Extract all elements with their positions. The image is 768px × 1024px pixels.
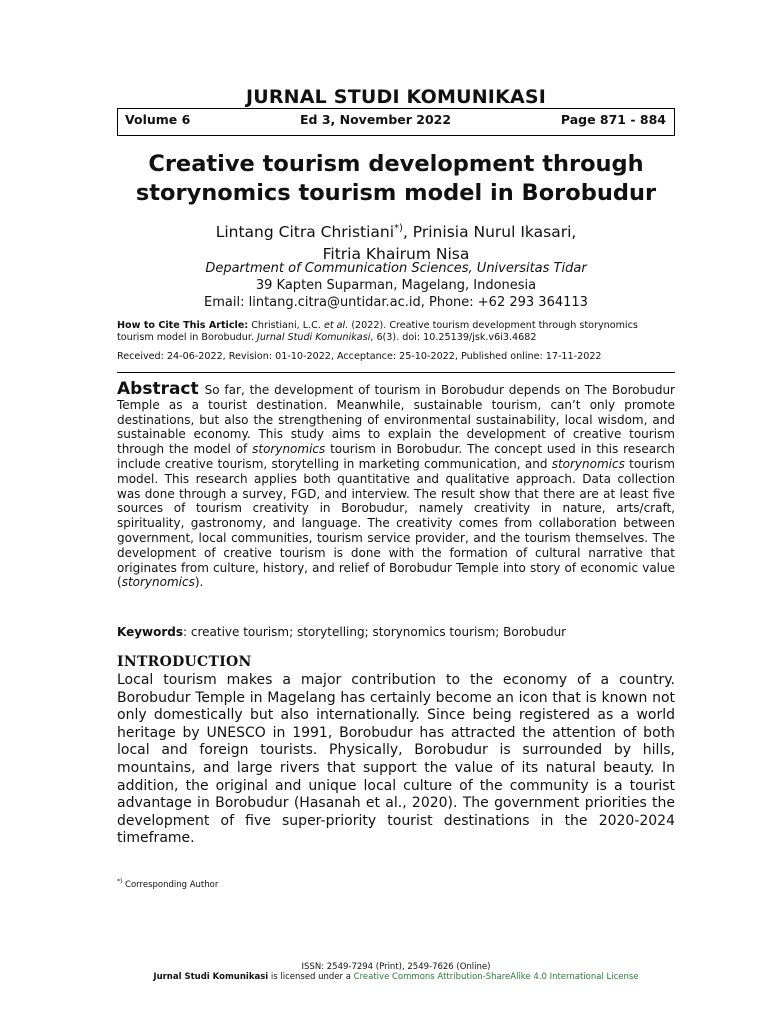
- abstract-text-2: tourism in Borobudur. The concept used in this research include creative tourism, storytelling in marketing communication, and: [117, 442, 675, 471]
- citation-text-1: Christiani, L.C.: [248, 320, 324, 331]
- citation-text-2: (2022). Creative tourism development through storynomics tourism model in Borobudur.: [117, 320, 638, 343]
- abstract-italic-2: storynomics: [551, 456, 625, 471]
- footnote-mark: *): [117, 878, 123, 885]
- keywords-text: : creative tourism; storytelling; storynomics tourism; Borobudur: [183, 625, 567, 639]
- license-link[interactable]: Creative Commons Attribution-ShareAlike 4.0 International License: [353, 972, 639, 982]
- citation-doi: , 6(3). doi: 10.25139/jsk.v6i3.4682: [370, 332, 537, 343]
- keywords: [117, 625, 675, 639]
- submission-dates: Received: 24-06-2022, Revision: 01-10-2022, Acceptance: 25-10-2022, Published online: 17-11-2022: [117, 351, 602, 362]
- introduction-body: Local tourism makes a major contribution to the economy of a country. Borobudur Temple in Magelang has certainly become an icon that is known not only domestically but also internationally. Since being registered as a world heritage by UNESCO in 1991, Borobudur has attracted the attention of both local and foreign tourists. Physically, Borobudur is surrounded by hills, mountains, and large rivers that support the value of its natural beauty. In addition, the original and unique local culture of the community is a tourist advantage in Borobudur (Hasanah et al., 2020). The government priorities the development of five super-priority tourist destinations in the 2020-2024 timeframe.: [117, 672, 675, 847]
- citation-et-al: et al.: [323, 320, 349, 331]
- abstract-heading: Abstract: [117, 379, 199, 399]
- header-divider: [117, 372, 675, 373]
- volume-label: Volume 6: [125, 112, 191, 127]
- paper-title: [0, 150, 768, 208]
- abstract-italic-3: storynomics: [121, 575, 195, 590]
- footer-journal-name: Jurnal Studi Komunikasi: [153, 972, 269, 982]
- abstract-text-3: tourism model. This research applies both quantitative and qualitative approach. Data collection was done through a survey, FGD, and interview. The result show that there are at least five sources of tourism creativity in Borobudur, namely creativity in nature, arts/craft, spirituality, gastronomy, and language. The creativity comes from collaboration between government, local communities, tourism service provider, and the tourism themselves. The development of creative tourism is done with the formation of cultural narrative that originates from culture, history, and relief of Borobudur Temple into story of economic value (: [117, 456, 675, 590]
- edition-label: Ed 3, November 2022: [300, 112, 452, 127]
- license-line: [0, 972, 768, 982]
- author-line-1: [0, 218, 768, 243]
- paper-title-line-2: storynomics tourism model in Borobudur: [135, 180, 657, 206]
- abstract: [117, 379, 675, 590]
- department: Department of Communication Sciences, Universitas Tidar: [205, 261, 587, 276]
- citation-journal: Jurnal Studi Komunikasi: [257, 332, 371, 343]
- journal-name: JURNAL STUDI KOMUNIKASI: [245, 86, 547, 108]
- citation-block: [117, 320, 677, 344]
- citation-label: How to Cite This Article:: [117, 320, 249, 331]
- contact-info: Email: lintang.citra@untidar.ac.id, Phone: +62 293 364113: [204, 295, 588, 310]
- address: 39 Kapten Suparman, Magelang, Indonesia: [255, 278, 537, 293]
- author-list: [0, 218, 768, 265]
- corresponding-author-mark: *): [394, 223, 403, 234]
- footnote-text: Corresponding Author: [122, 879, 219, 890]
- introduction-heading: INTRODUCTION: [117, 654, 252, 670]
- author-name: Lintang Citra Christiani: [215, 223, 395, 242]
- issue-info-box: [117, 108, 675, 136]
- issn-line: ISSN: 2549-7294 (Print), 2549-7626 (Online): [301, 962, 491, 972]
- license-text: is licensed under a: [268, 972, 354, 982]
- abstract-text-1: So far, the development of tourism in Borobudur depends on The Borobudur Temple as a tourist destination. Meanwhile, sustainable tourism, can’t only promote destinations, but also the strengthening of environmental sustainability, local wisdom, and sustainable economy. This study aims to explain the development of creative tourism through the model of: [117, 383, 675, 457]
- abstract-italic-1: storynomics: [252, 442, 326, 457]
- author-line-2: Fitria Khairum Nisa: [322, 245, 470, 264]
- page-range-label: Page 871 - 884: [560, 112, 666, 127]
- footnote: [117, 878, 218, 890]
- affiliation-block: [0, 260, 768, 311]
- abstract-text-4: ).: [194, 575, 204, 590]
- keywords-label: Keywords: [117, 625, 184, 639]
- co-authors: , Prinisia Nurul Ikasari,: [402, 223, 577, 242]
- paper-title-line-1: Creative tourism development through: [148, 151, 644, 177]
